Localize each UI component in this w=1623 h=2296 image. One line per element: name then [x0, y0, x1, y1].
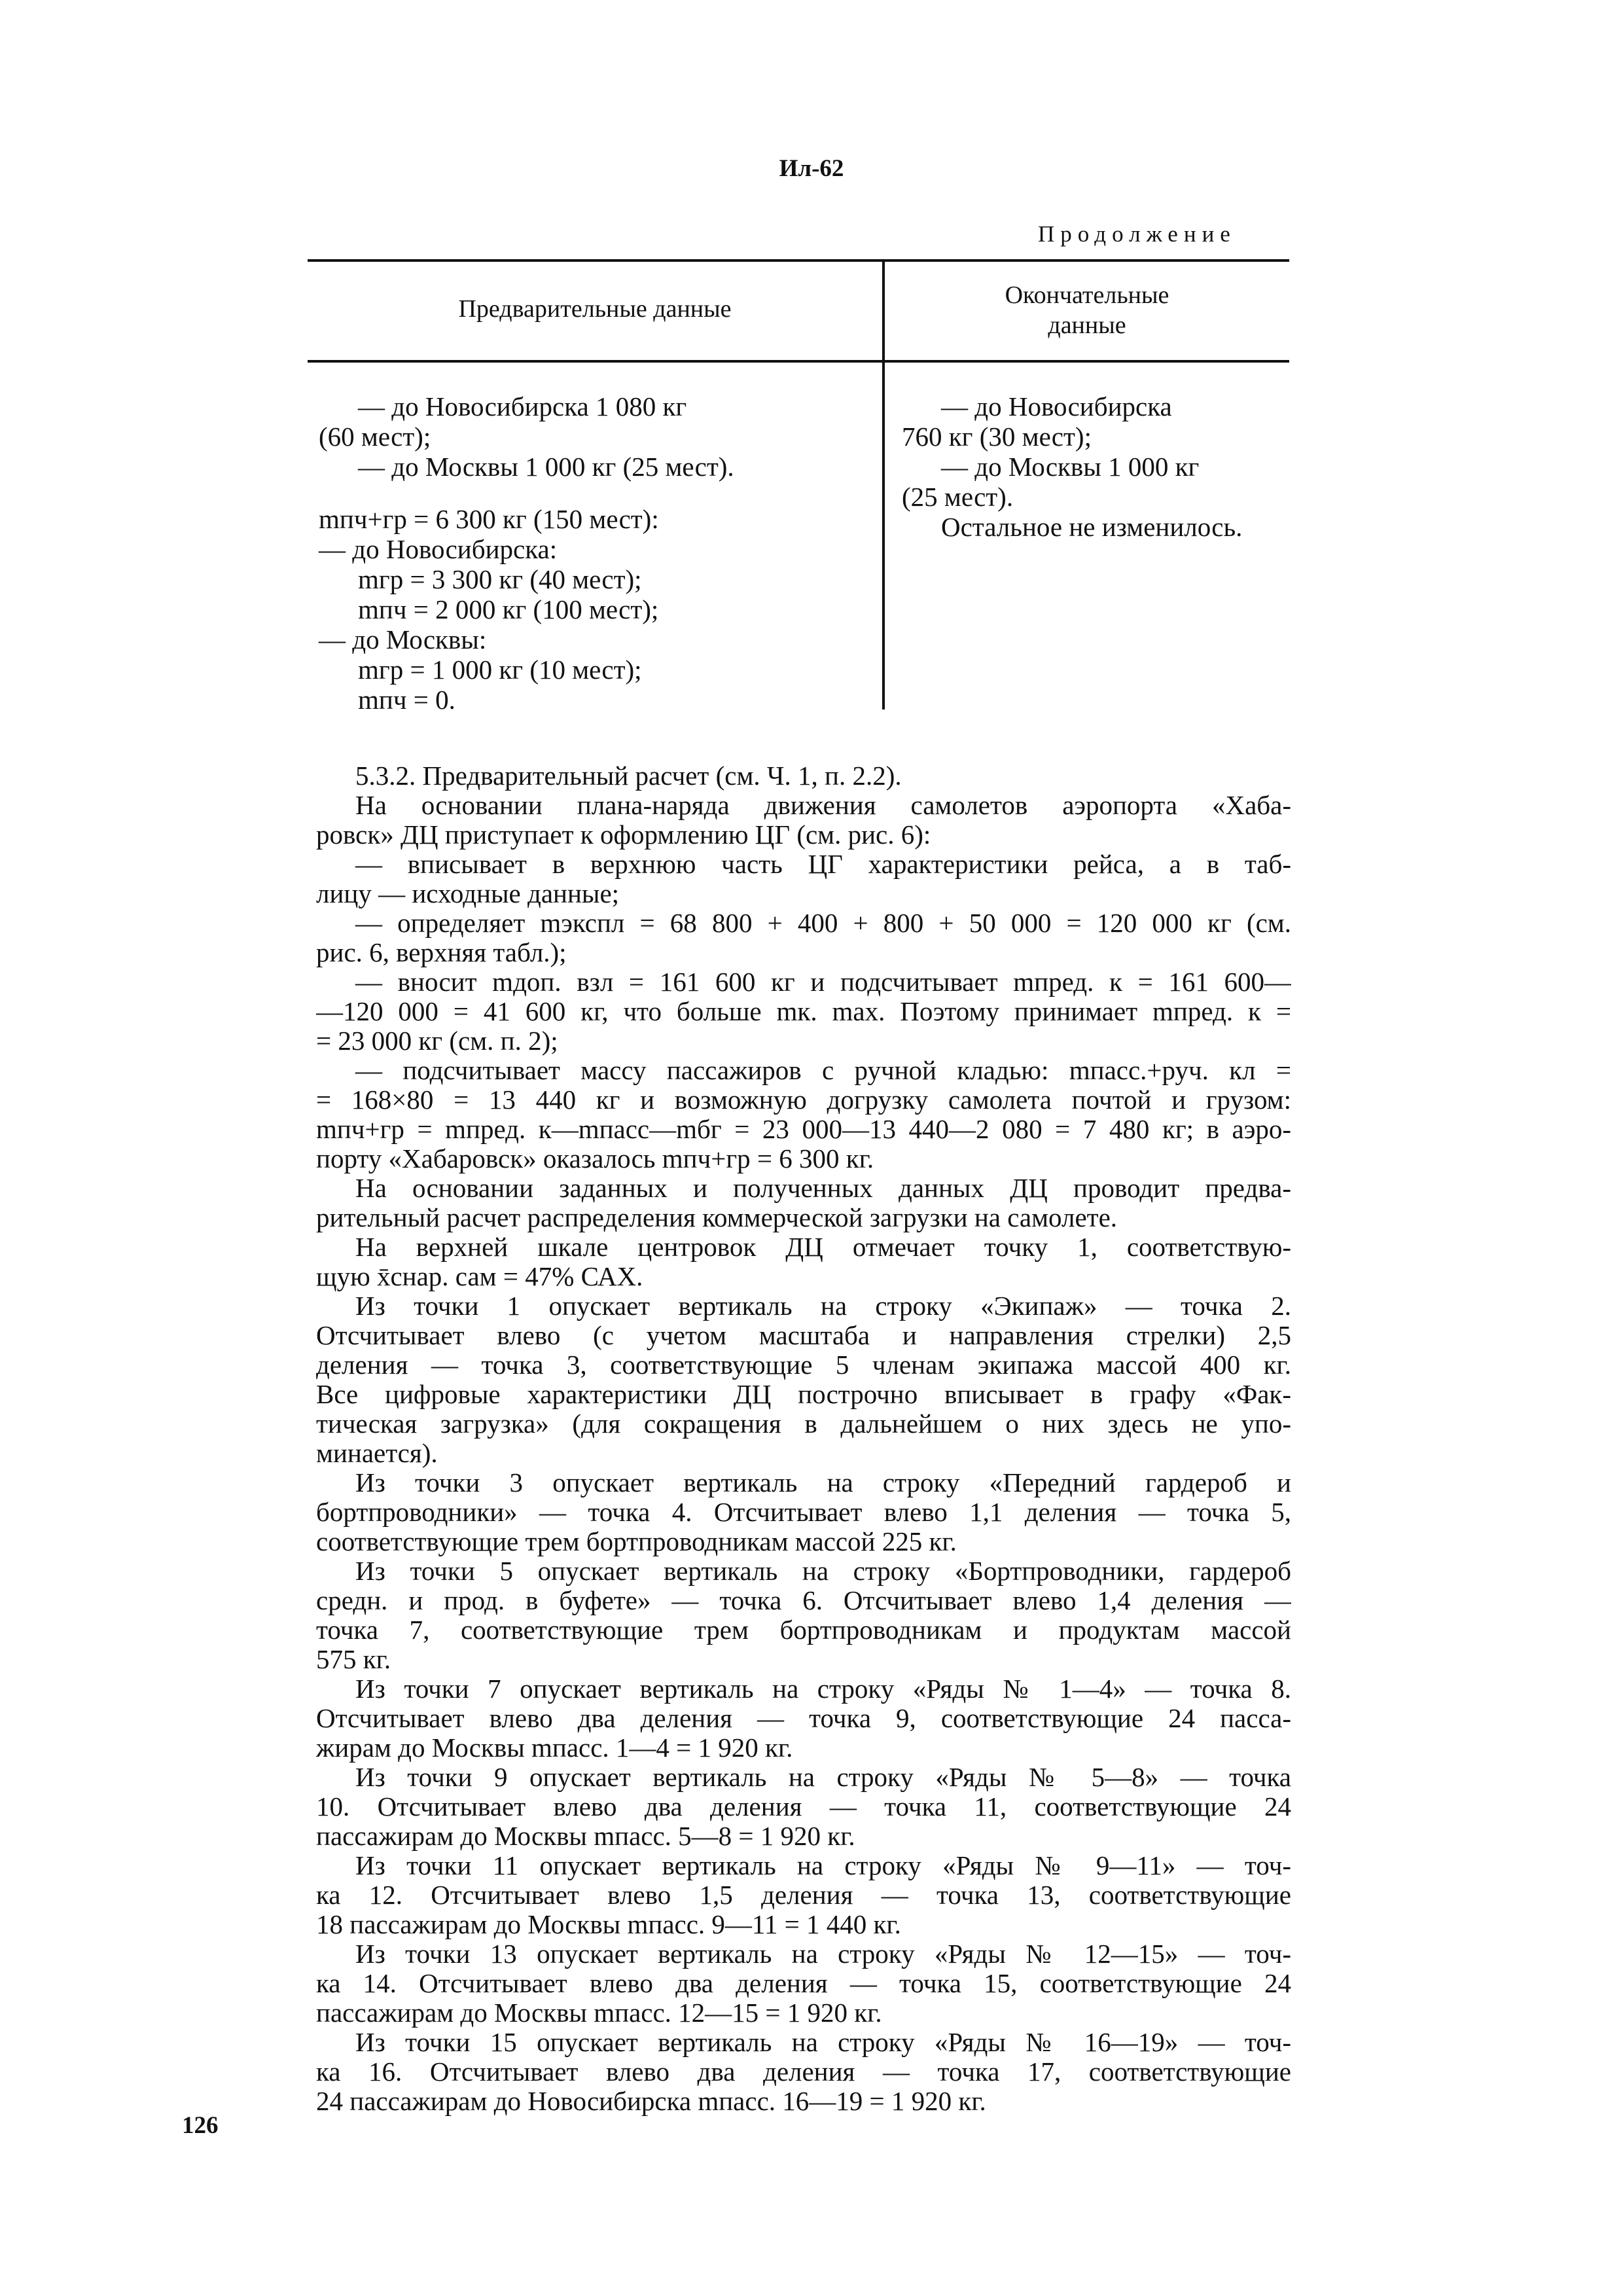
table-col1-line: mгр = 3 300 кг (40 мест);: [358, 564, 642, 594]
table-col1-line: (60 мест);: [319, 422, 431, 452]
table-top-rule: [308, 259, 1289, 262]
body-line: 10. Отсчитывает влево два деления — точка 11, соответствующие 24: [316, 1792, 1291, 1821]
table-col1-line: mпч+гр = 6 300 кг (150 мест):: [319, 504, 659, 534]
body-line: — подсчитывает массу пассажиров с ручной кладью: mпасс.+руч. кл =: [355, 1056, 1291, 1085]
body-line: Из точки 11 опускает вертикаль на строку «Ряды № 9—11» — точ-: [355, 1851, 1291, 1880]
table-col2-header: [885, 280, 1289, 340]
table-col1-line: — до Москвы:: [319, 624, 487, 655]
continuation-label: Продолжение: [1038, 221, 1236, 247]
body-line: На верхней шкале центровок ДЦ отмечает точку 1, соответствую-: [355, 1232, 1291, 1262]
body-line: 18 пассажирам до Москвы mпасс. 9—11 = 1 440 кг.: [316, 1910, 901, 1939]
body-line: Из точки 13 опускает вертикаль на строку «Ряды № 12—15» — точ-: [355, 1939, 1291, 1969]
table-col2-line: — до Новосибирска: [941, 391, 1172, 422]
body-line: = 168×80 = 13 440 кг и возможную догрузку самолета почтой и грузом:: [316, 1085, 1291, 1115]
table-col1-line: mпч = 2 000 кг (100 мест);: [358, 594, 659, 624]
body-line: жирам до Москвы mпасс. 1—4 = 1 920 кг.: [316, 1733, 793, 1763]
body-line: ровск» ДЦ приступает к оформлению ЦГ (см. рис. 6):: [316, 820, 931, 850]
body-line: соответствующие трем бортпроводникам массой 225 кг.: [316, 1527, 957, 1556]
body-line: средн. и прод. в буфете» — точка 6. Отсчитывает влево 1,4 деления —: [316, 1586, 1291, 1615]
table-col1-line: — до Новосибирска 1 080 кг: [358, 391, 687, 422]
body-line: Из точки 15 опускает вертикаль на строку «Ряды № 16—19» — точ-: [355, 2028, 1291, 2057]
body-line: На основании плана-наряда движения самолетов аэропорта «Хаба-: [355, 791, 1291, 820]
body-line: рительный расчет распределения коммерческой загрузки на самолете.: [316, 1203, 1118, 1232]
table-col2-line: Остальное не изменилось.: [941, 512, 1243, 542]
table-col1-spacer: [319, 482, 734, 504]
body-line: Отсчитывает влево (с учетом масштаба и направления стрелки) 2,5: [316, 1321, 1291, 1350]
body-line: На основании заданных и полученных данных ДЦ проводит предва-: [355, 1174, 1291, 1203]
table-col1-line: mгр = 1 000 кг (10 мест);: [358, 655, 642, 685]
body-line: ка 12. Отсчитывает влево 1,5 деления — точка 13, соответствующие: [316, 1880, 1291, 1910]
table-col2-header-line2: данные: [1048, 312, 1126, 339]
body-line: Из точки 5 опускает вертикаль на строку «Бортпроводники, гардероб: [355, 1556, 1291, 1586]
body-line: порту «Хабаровск» оказалось mпч+гр = 6 300 кг.: [316, 1144, 874, 1174]
body-line: минается).: [316, 1439, 438, 1468]
table-col1-line: mпч = 0.: [358, 685, 455, 715]
table-col2-line: (25 мест).: [902, 482, 1014, 512]
body-line: = 23 000 кг (см. п. 2);: [316, 1026, 558, 1056]
body-line: щую x̄снар. сам = 47% САХ.: [316, 1262, 643, 1291]
table-col2-cell: [902, 391, 1242, 542]
body-line: Все цифровые характеристики ДЦ построчно вписывает в графу «Фак-: [316, 1380, 1291, 1409]
table-header-rule: [308, 360, 1289, 363]
running-header: Ил-62: [779, 155, 844, 182]
body-text: [316, 761, 1291, 2116]
table-col1-header: Предварительные данные: [458, 295, 732, 323]
body-line: Из точки 1 опускает вертикаль на строку «Экипаж» — точка 2.: [355, 1291, 1291, 1321]
body-line: Из точки 9 опускает вертикаль на строку «Ряды № 5—8» — точка: [355, 1763, 1291, 1792]
body-line: — вписывает в верхнюю часть ЦГ характеристики рейса, а в таб-: [355, 850, 1291, 879]
body-line: Отсчитывает влево два деления — точка 9, соответствующие 24 пасса-: [316, 1704, 1291, 1733]
table-col2-line: — до Москвы 1 000 кг: [941, 452, 1200, 482]
body-line: деления — точка 3, соответствующие 5 членам экипажа массой 400 кг.: [316, 1350, 1291, 1380]
body-line: —120 000 = 41 600 кг, что больше mк. max. Поэтому принимает mпред. к =: [316, 997, 1291, 1026]
body-line: лицу — исходные данные;: [316, 879, 620, 908]
body-line: 24 пассажирам до Новосибирска mпасс. 16—19 = 1 920 кг.: [316, 2087, 986, 2116]
body-line: Из точки 3 опускает вертикаль на строку «Передний гардероб и: [355, 1468, 1291, 1498]
body-line: — определяет mэкспл = 68 800 + 400 + 800 + 50 000 = 120 000 кг (см.: [355, 908, 1291, 938]
table-col1-line: — до Москвы 1 000 кг (25 мест).: [358, 452, 734, 482]
section-heading: 5.3.2. Предварительный расчет (см. Ч. 1, п. 2.2).: [355, 761, 902, 791]
body-line: mпч+гр = mпред. к—mпасс—mбг = 23 000—13 440—2 080 = 7 480 кг; в аэро-: [316, 1115, 1291, 1144]
body-line: 575 кг.: [316, 1645, 391, 1674]
body-line: пассажирам до Москвы mпасс. 5—8 = 1 920 кг.: [316, 1821, 855, 1851]
table-col1-cell: [319, 391, 734, 715]
body-line: — вносит mдоп. взл = 161 600 кг и подсчитывает mпред. к = 161 600—: [355, 967, 1291, 997]
body-line: ка 16. Отсчитывает влево два деления — точка 17, соответствующие: [316, 2057, 1291, 2087]
table-col2-line: 760 кг (30 мест);: [902, 422, 1092, 452]
body-line: точка 7, соответствующие трем бортпроводникам и продуктам массой: [316, 1615, 1291, 1645]
body-line: пассажирам до Москвы mпасс. 12—15 = 1 920 кг.: [316, 1998, 882, 2028]
body-line: ка 14. Отсчитывает влево два деления — точка 15, соответствующие 24: [316, 1969, 1291, 1998]
body-line: тическая загрузка» (для сокращения в дальнейшем о них здесь не упо-: [316, 1409, 1291, 1439]
table-col1-line: — до Новосибирска:: [319, 534, 558, 564]
body-line: бортпроводники» — точка 4. Отсчитывает влево 1,1 деления — точка 5,: [316, 1498, 1291, 1527]
page-number: 126: [182, 2112, 219, 2139]
body-line: рис. 6, верхняя табл.);: [316, 938, 567, 967]
table-col2-header-line1: Окончательные: [1005, 281, 1169, 309]
body-line: Из точки 7 опускает вертикаль на строку «Ряды № 1—4» — точка 8.: [355, 1674, 1291, 1704]
